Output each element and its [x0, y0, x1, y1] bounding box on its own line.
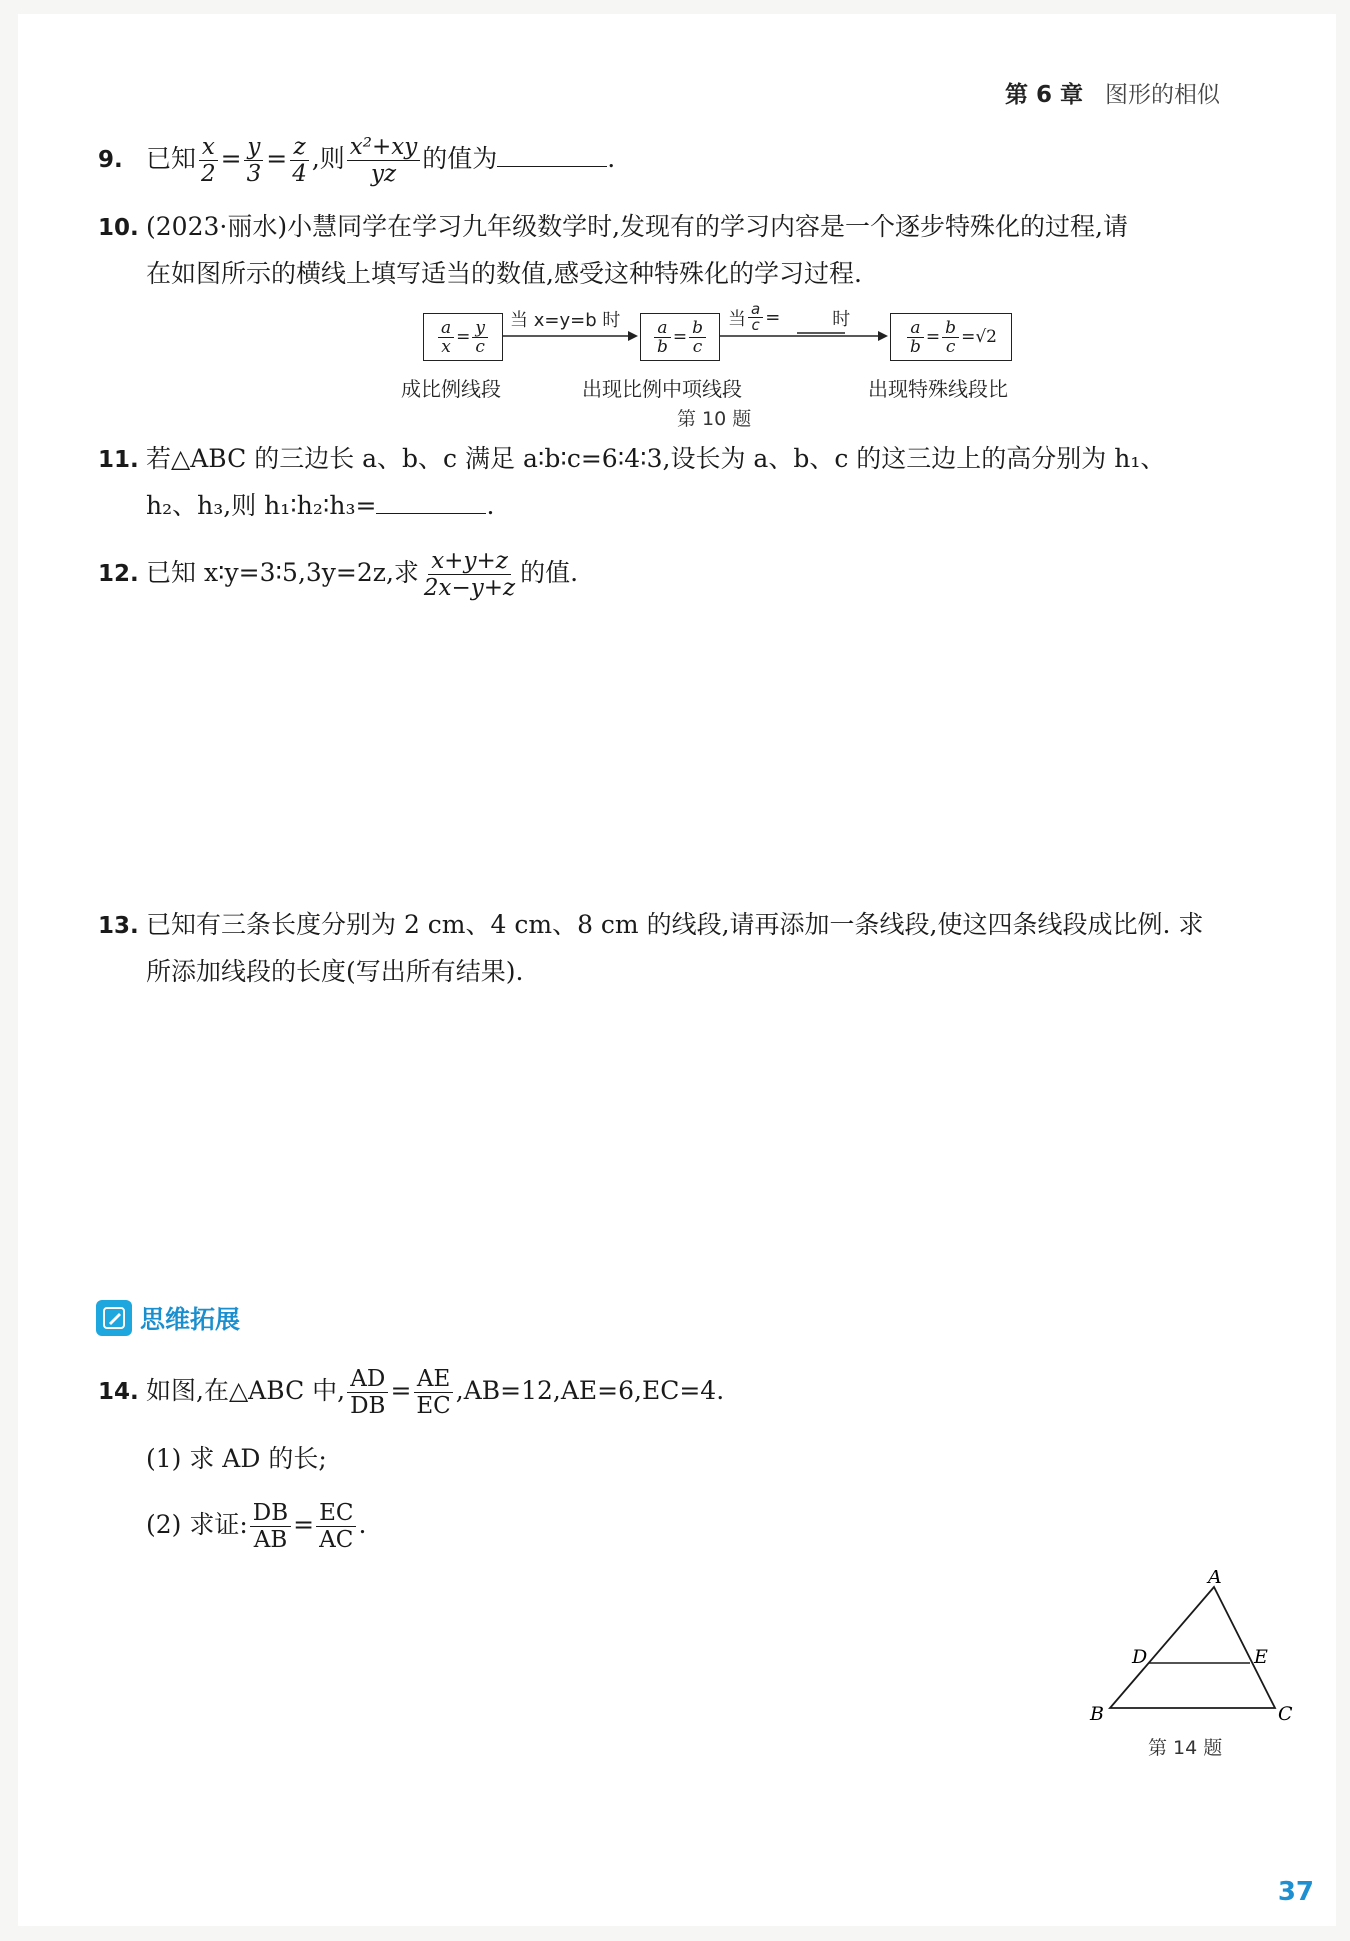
arrow-1-label: 当 x=y=b 时: [510, 310, 621, 331]
fraction: $\frac{EC}{AC}$: [316, 1500, 356, 1553]
question-number: 11.: [98, 447, 139, 473]
q13-text-line2: 所添加线段的长度(写出所有结果).: [146, 957, 524, 986]
question-9: 9. 已知 $\frac{x}{2}$ = $\frac{y}{3}$ = $\frac{z}{4}$ ,则 $\frac{\text{x²+xy}}{yz}$ 的值为 .: [98, 134, 616, 187]
question-13: [98, 902, 1298, 995]
question-14-part-2: (2) 求证: $\frac{DB}{AB}$ = $\frac{EC}{AC}$ .: [146, 1500, 367, 1553]
question-number: 12.: [98, 561, 139, 587]
vertex-label-a: A: [1208, 1570, 1222, 1588]
point-label-e: E: [1254, 1646, 1268, 1668]
pencil-icon: [96, 1300, 132, 1336]
fraction: $\frac{y}{3}$: [244, 134, 265, 187]
figure-14-triangle: [1080, 1570, 1300, 1740]
q14-text: 如图,在△ABC 中,: [146, 1376, 346, 1405]
fraction: $\frac{x}{2}$: [198, 134, 219, 187]
arrow-2-head: [878, 331, 888, 341]
q9-text: 已知: [146, 144, 197, 173]
figure-caption-10: 第 10 题: [677, 408, 752, 430]
diagram-label-3: 出现特殊线段比: [868, 377, 1008, 401]
vertex-label-c: C: [1278, 1703, 1293, 1725]
section-title: 思维拓展: [140, 1305, 241, 1334]
question-number: 13.: [98, 913, 139, 939]
q13-text-line1: 已知有三条长度分别为 2 cm、4 cm、8 cm 的线段,请再添加一条线段,使这四条线段成比例. 求: [146, 910, 1204, 939]
question-number: 14.: [98, 1379, 139, 1405]
page-number: 37: [1277, 1877, 1314, 1907]
answer-blank[interactable]: [376, 493, 486, 514]
figure-caption-14: 第 14 题: [1148, 1737, 1223, 1759]
diagram-box-3: $\frac{a}{b}$ = $\frac{b}{c}$ = √2: [890, 313, 1012, 361]
question-14: 14. 如图,在△ABC 中, $\frac{AD}{DB}$ = $\frac{AE}{EC}$ ,AB=12,AE=6,EC=4.: [98, 1366, 725, 1419]
q11-text-line2: h₂、h₃,则 h₁∶h₂∶h₃=: [146, 491, 377, 520]
arrow-2-label: 当 $\frac{a}{c}$ = 时: [728, 300, 851, 334]
chapter-title: 图形的相似: [1105, 82, 1220, 108]
point-label-d: D: [1132, 1646, 1148, 1668]
q10-text-line2: 在如图所示的横线上填写适当的数值,感受这种特殊化的学习过程.: [146, 259, 862, 288]
fraction: $\frac{DB}{AB}$: [250, 1500, 291, 1553]
chapter-number: 第 6 章: [1004, 82, 1083, 108]
fraction: $\frac{AD}{DB}$: [347, 1366, 388, 1419]
fraction: $\frac{\text{x²+xy}}{yz}$: [347, 134, 420, 187]
q12-text: 已知 x∶y=3∶5,3y=2z,求: [146, 558, 419, 587]
arrow-1-head: [628, 331, 638, 341]
fraction: $\frac{z}{4}$: [292, 134, 307, 187]
question-12: 12. 已知 x∶y=3∶5,3y=2z,求 $\frac{x+y+z}{2x-y+z}$ 的值.: [98, 548, 579, 601]
q11-text-line1: 若△ABC 的三边长 a、b、c 满足 a∶b∶c=6∶4∶3,设长为 a、b、c 的这三边上的高分别为 h₁、: [146, 444, 1166, 473]
q10-text-line1: (2023·丽水)小慧同学在学习九年级数学时,发现有的学习内容是一个逐步特殊化的过程,请: [146, 212, 1128, 241]
section-heading: [96, 1300, 240, 1336]
diagram-box-1: $\frac{a}{x}$ = $\frac{y}{c}$: [423, 313, 503, 361]
fraction: $\frac{AE}{EC}$: [413, 1366, 453, 1419]
diagram-box-2: $\frac{a}{b}$ = $\frac{b}{c}$: [640, 313, 720, 361]
diagram-label-1: 成比例线段: [401, 377, 501, 401]
fraction: $\frac{x+y+z}{2x-y+z}$: [423, 548, 516, 601]
question-number: 9.: [98, 147, 123, 173]
diagram-label-2: 出现比例中项线段: [582, 377, 742, 401]
question-number: 10.: [98, 215, 139, 241]
question-14-part-1: (1) 求 AD 的长;: [146, 1444, 327, 1473]
vertex-label-b: B: [1090, 1703, 1104, 1725]
question-11: 11. 若△ABC 的三边长 a、b、c 满足 a∶b∶c=6∶4∶3,设长为 a、b、c 的这三边上的高分别为 h₁、 h₂、h₃,则 h₁∶h₂∶h₃= .: [98, 436, 1298, 529]
